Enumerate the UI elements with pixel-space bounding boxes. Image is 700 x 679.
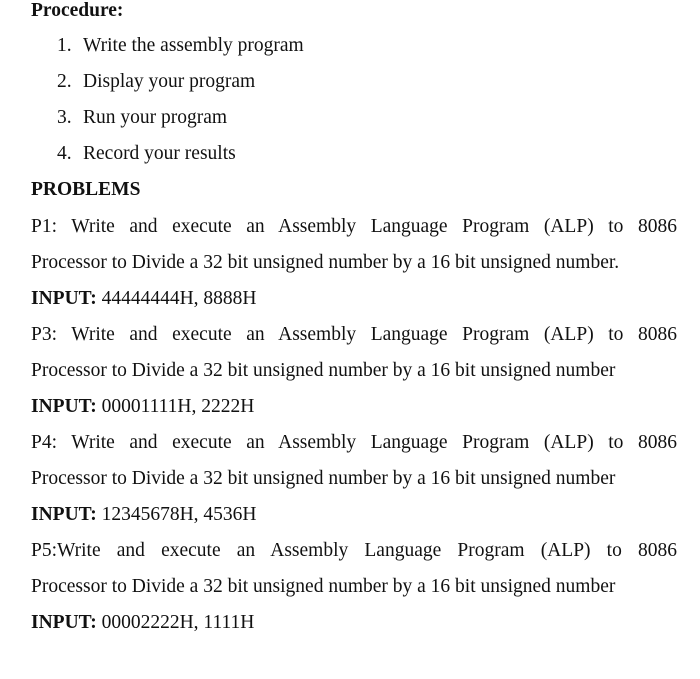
step-number: 1. [57,35,72,56]
step-text: Record your results [83,143,236,164]
input-label: INPUT: [31,612,97,633]
problem-statement-line: P5:Write and execute an Assembly Language Program (ALP) to 8086 [31,540,677,561]
step-number: 3. [57,107,72,128]
problem-input [31,393,677,421]
step-number: 2. [57,71,72,92]
input-value: 00002222H, 1111H [101,612,255,633]
input-label: INPUT: [31,288,97,309]
problem-statement-line: P4: Write and execute an Assembly Language Program (ALP) to 8086 [31,432,677,453]
procedure-step [57,32,304,60]
procedure-step [57,68,255,96]
procedure-step [57,104,227,132]
step-text: Run your program [83,107,228,128]
problem-input [31,501,677,529]
procedure-step [57,140,236,168]
procedure-heading: Procedure: [31,0,124,21]
step-number: 4. [57,143,72,164]
problem-statement-line: P1: Write and execute an Assembly Language Program (ALP) to 8086 [31,216,677,237]
step-text: Display your program [83,71,256,92]
input-label: INPUT: [31,504,97,525]
problem-input [31,609,677,637]
input-value: 00001111H, 2222H [101,396,255,417]
input-value: 44444444H, 8888H [101,288,257,309]
problem-statement-line: Processor to Divide a 32 bit unsigned number by a 16 bit unsigned number. [31,252,620,273]
problem-input [31,285,677,313]
problem-statement-line: P3: Write and execute an Assembly Language Program (ALP) to 8086 [31,324,677,345]
problem-statement-line: Processor to Divide a 32 bit unsigned number by a 16 bit unsigned number [31,576,616,597]
problem-statement-line: Processor to Divide a 32 bit unsigned number by a 16 bit unsigned number [31,468,616,489]
step-text: Write the assembly program [83,35,304,56]
problem-statement-line: Processor to Divide a 32 bit unsigned number by a 16 bit unsigned number [31,360,616,381]
input-label: INPUT: [31,396,97,417]
problems-heading: PROBLEMS [31,179,141,200]
input-value: 12345678H, 4536H [101,504,257,525]
